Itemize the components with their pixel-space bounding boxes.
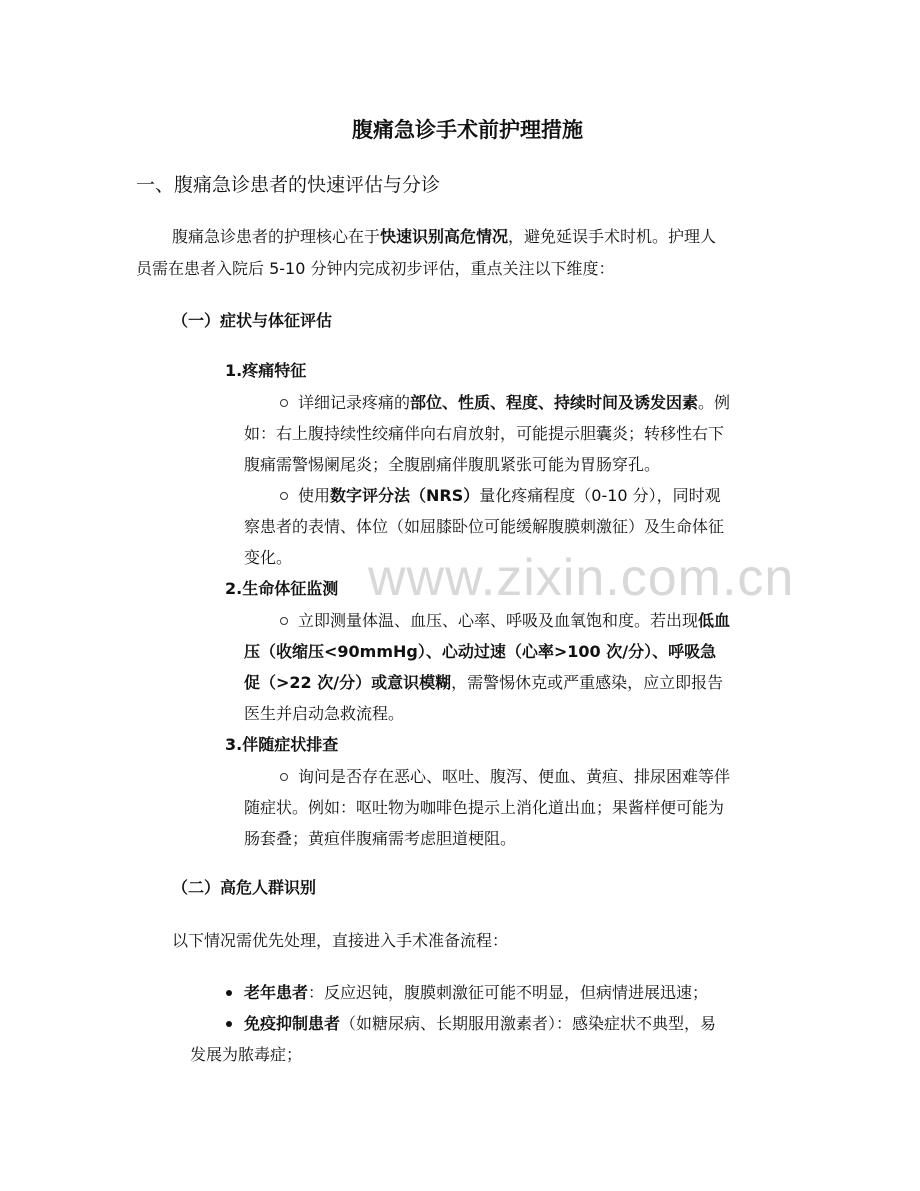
list-item-text: 促（>22 次/分）或意识模糊，需警惕休克或严重感染，应立即报告 [244, 673, 724, 692]
list-item-heading: 1.疼痛特征 [225, 361, 307, 380]
intro-paragraph-line: 腹痛急诊患者的护理核心在于快速识别高危情况，避免延误手术时机。护理人 [172, 227, 717, 246]
circle-bullet-icon [280, 773, 288, 781]
list-item-text: 询问是否存在恶心、呕吐、腹泻、便血、黄疸、排尿困难等伴 [298, 767, 731, 786]
bullet-item-text: 老年患者：反应迟钝，腹膜刺激征可能不明显，但病情进展迅速； [244, 983, 709, 1002]
list-item-text: 随症状。例如：呕吐物为咖啡色提示上消化道出血；果酱样便可能为 [244, 798, 725, 817]
circle-bullet-icon [280, 399, 288, 407]
list-item-text: 详细记录疼痛的部位、性质、程度、持续时间及诱发因素。例 [298, 393, 731, 412]
list-item-heading: 3.伴随症状排查 [225, 735, 339, 754]
paragraph: 以下情况需优先处理，直接进入手术准备流程： [172, 931, 509, 950]
list-item-text: 立即测量体温、血压、心率、呼吸及血氧饱和度。若出现低血 [298, 611, 731, 630]
circle-bullet-icon [280, 617, 288, 625]
bullet-item-text: 发展为脓毒症； [190, 1045, 303, 1064]
list-item-text: 肠套叠；黄疸伴腹痛需考虑胆道梗阻。 [244, 829, 517, 848]
intro-paragraph-line: 员需在患者入院后 5-10 分钟内完成初步评估，重点关注以下维度： [136, 259, 615, 278]
bullet-icon [226, 990, 232, 996]
circle-bullet-icon [280, 492, 288, 500]
list-item-text: 变化。 [244, 548, 293, 567]
list-item-text: 腹痛需警惕阑尾炎；全腹剧痛伴腹肌紧张可能为胃肠穿孔。 [244, 455, 661, 474]
list-item-text: 如：右上腹持续性绞痛伴向右肩放射，可能提示胆囊炎；转移性右下 [244, 424, 725, 443]
section-heading: 一、腹痛急诊患者的快速评估与分诊 [136, 174, 441, 196]
list-item-heading: 2.生命体征监测 [225, 579, 339, 598]
document-title: 腹痛急诊手术前护理措施 [352, 118, 583, 142]
subsection-heading: （一）症状与体征评估 [172, 311, 333, 330]
bullet-item-text: 免疫抑制患者（如糖尿病、长期服用激素者）：感染症状不典型，易 [244, 1014, 717, 1033]
list-item-text: 压（收缩压<90mmHg）、心动过速（心率>100 次/分）、呼吸急 [244, 642, 717, 661]
bullet-icon [226, 1021, 232, 1027]
list-item-text: 察患者的表情、体位（如屈膝卧位可能缓解腹膜刺激征）及生命体征 [244, 517, 725, 536]
subsection-heading: （二）高危人群识别 [172, 878, 317, 897]
list-item-text: 医生并启动急救流程。 [244, 704, 405, 723]
watermark: www.zixin.com.cn [368, 549, 795, 607]
list-item-text: 使用数字评分法（NRS）量化疼痛程度（0-10 分），同时观 [298, 486, 721, 505]
